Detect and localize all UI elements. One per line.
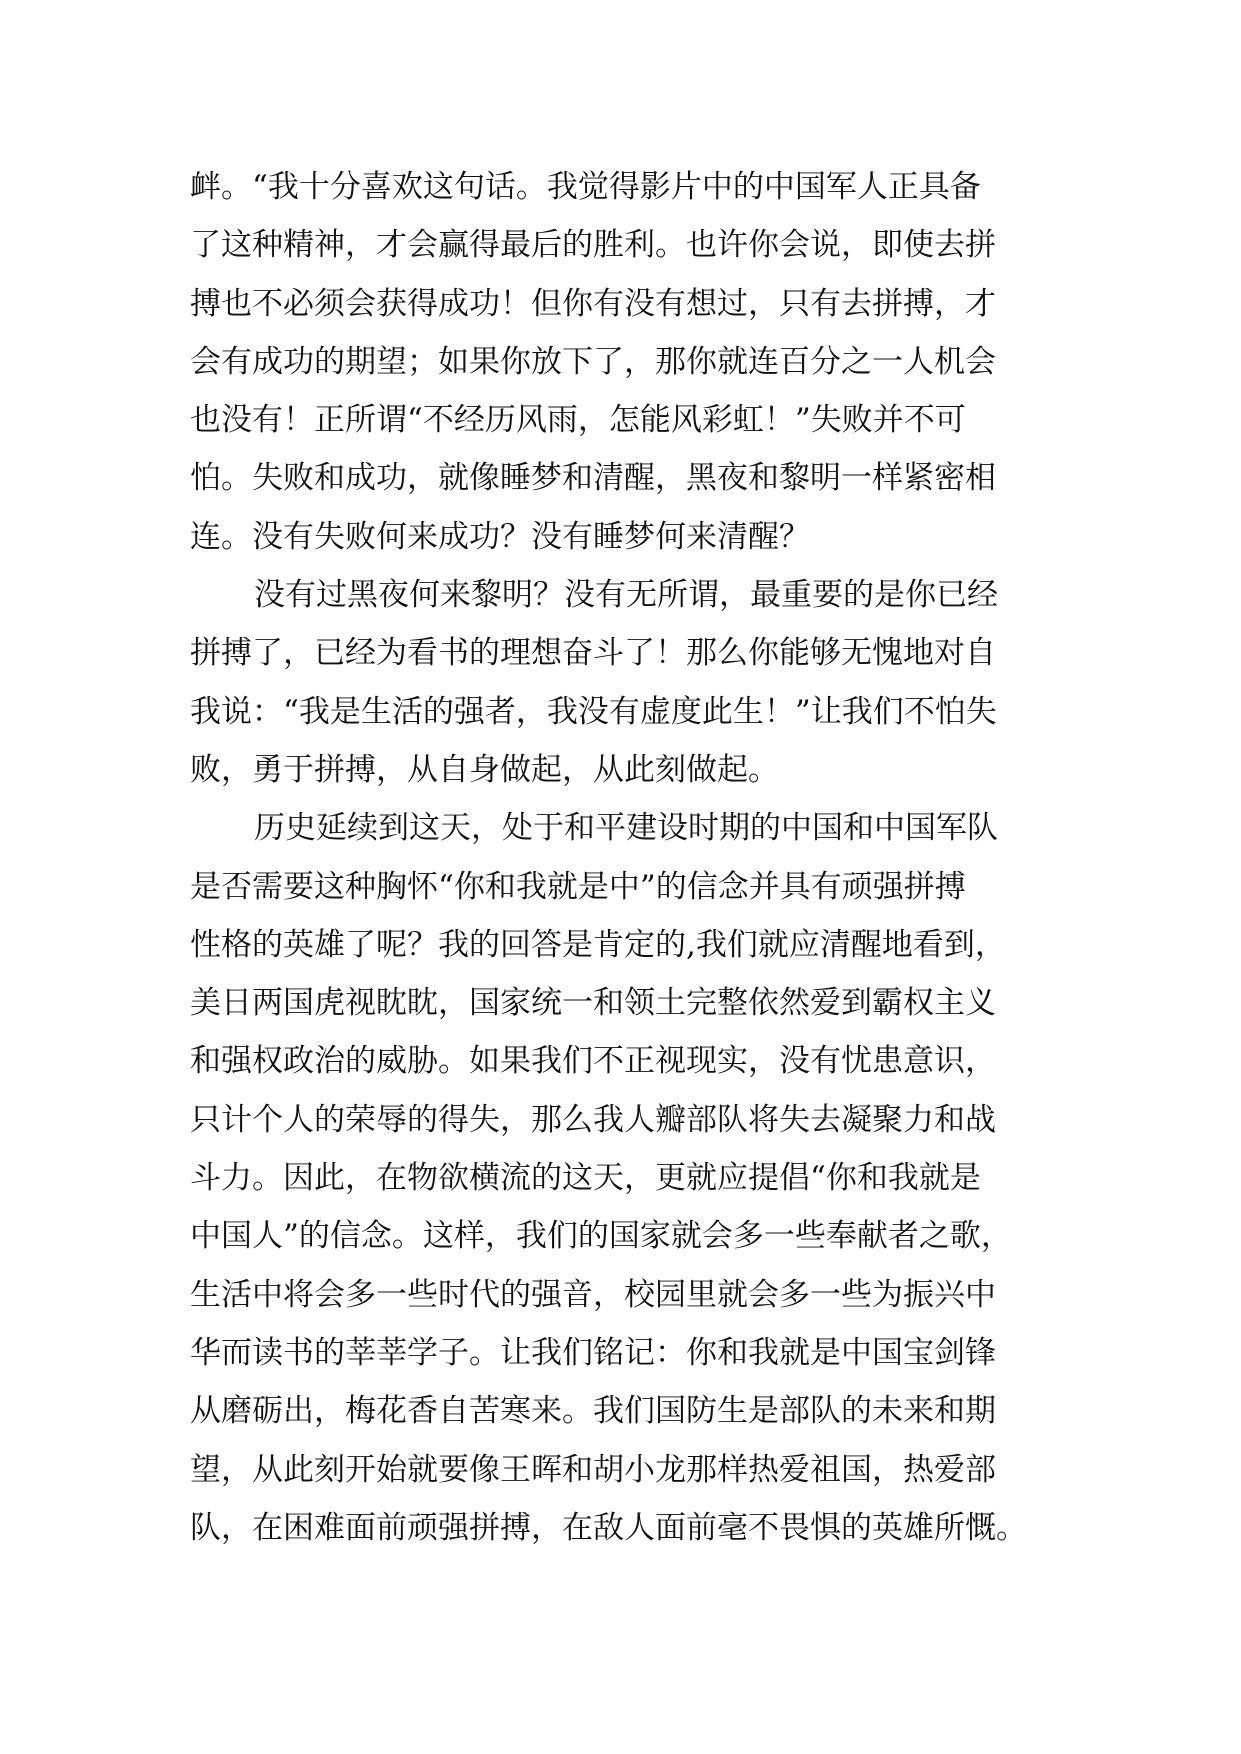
text-line: 败，勇于拼搏，从自身做起，从此刻做起。	[190, 751, 779, 788]
text-line: 性格的英雄了呢？我的回答是肯定的,我们就应清醒地看到，	[190, 926, 1006, 963]
text-line: 没有过黑夜何来黎明？没有无所谓，最重要的是你已经	[254, 577, 998, 614]
text-line: 是否需要这种胸怀“你和我就是中”的信念并具有顽强拼搏	[190, 868, 966, 905]
text-line: 了这种精神，才会赢得最后的胜利。也许你会说，即使去拼	[190, 227, 996, 264]
paragraph	[190, 158, 1052, 566]
text-line: 中国人”的信念。这样，我们的国家就会多一些奉献者之歌，	[190, 1218, 1012, 1255]
text-line: 会有成功的期望；如果你放下了，那你就连百分之一人机会	[190, 343, 996, 380]
text-line: 队，在困难面前顽强拼搏，在敌人面前毫不畏惧的英雄所慨。	[190, 1509, 1027, 1546]
text-line: 历史延续到这天，处于和平建设时期的中国和中国军队	[254, 810, 998, 847]
text-line: 我说：“我是生活的强者，我没有虚度此生！”让我们不怕失	[190, 693, 997, 730]
text-line: 怕。失败和成功，就像睡梦和清醒，黑夜和黎明一样紧密相	[190, 460, 996, 497]
text-line: 生活中将会多一些时代的强音，校园里就会多一些为振兴中	[190, 1276, 996, 1313]
text-line: 搏也不必须会获得成功！但你有没有想过，只有去拼搏，才	[190, 285, 996, 322]
text-line: 斗力。因此，在物欲横流的这天，更就应提倡“你和我就是	[190, 1160, 981, 1197]
text-line: 望，从此刻开始就要像王晖和胡小龙那样热爱祖国，热爱部	[190, 1451, 996, 1488]
text-line: 美日两国虎视眈眈，国家统一和领土完整依然爱到霸权主义	[190, 985, 996, 1022]
text-line: 也没有！正所谓“不经历风雨，怎能风彩虹！”失败并不可	[190, 402, 966, 439]
text-line: 从磨砺出，梅花香自苦寒来。我们国防生是部队的未来和期	[190, 1393, 996, 1430]
paragraph	[190, 799, 1052, 1557]
text-line: 和强权政治的威胁。如果我们不正视现实，没有忧患意识，	[190, 1043, 996, 1080]
text-line: 只计个人的荣辱的得失，那么我人瓣部队将失去凝聚力和战	[190, 1101, 996, 1138]
text-line: 拼搏了，已经为看书的理想奋斗了！那么你能够无愧地对自	[190, 635, 996, 672]
text-line: 衅。“我十分喜欢这句话。我觉得影片中的中国军人正具备	[190, 169, 981, 205]
text-line: 连。没有失败何来成功？没有睡梦何来清醒？	[190, 518, 810, 555]
document-body	[190, 158, 1052, 1557]
text-line: 华而读书的莘莘学子。让我们铭记：你和我就是中国宝剑锋	[190, 1334, 996, 1371]
paragraph	[190, 566, 1052, 799]
